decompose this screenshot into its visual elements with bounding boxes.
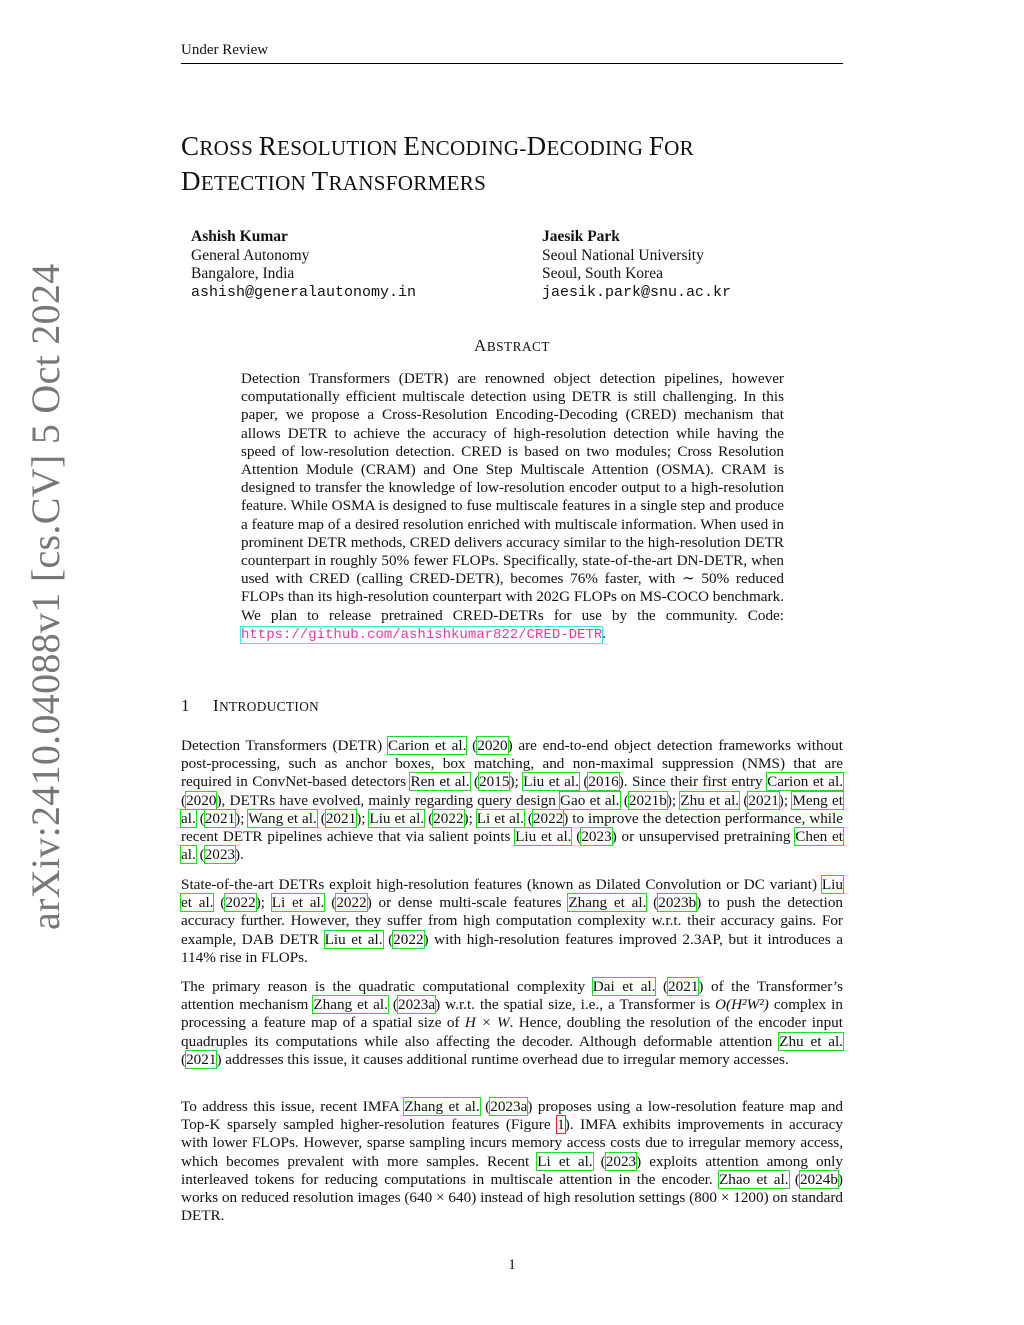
paragraph-text: ); — [509, 773, 524, 791]
math-expression: O(H²W²) — [715, 996, 769, 1014]
citation-link[interactable]: 2020 — [186, 791, 217, 809]
paragraph-text: ( — [619, 791, 629, 809]
code-link[interactable]: https://github.com/ashishkumar822/CRED-DETR — [241, 626, 603, 643]
paragraph-text: ( — [523, 809, 533, 827]
paragraph-text: ( — [479, 1098, 491, 1115]
citation-link[interactable]: Zhang et al. — [404, 1098, 480, 1115]
arxiv-stamp: arXiv:2410.04088v1 [cs.CV] 5 Oct 2024 — [23, 263, 68, 930]
author-2 — [542, 228, 731, 302]
title-word-rest: NCODING- — [420, 136, 527, 160]
title-word-cap: D — [526, 131, 547, 161]
paragraph-text: ) to improve the detection performance, while recent DETR pipelines achieve that via salient points — [181, 809, 843, 846]
paragraph-text: ( — [324, 894, 337, 912]
paragraph-text: ); — [255, 894, 272, 912]
paragraph-text: ( — [181, 1050, 187, 1068]
paragraph-text: ) works on reduced resolution images (640 × 640) instead of high resolution settings (800 × 1200) on standard DETR. — [181, 1170, 843, 1225]
citation-link[interactable]: Li et al. — [476, 809, 524, 827]
paragraph-text: ( — [316, 809, 326, 827]
citation-link[interactable]: 2022 — [433, 809, 464, 827]
paragraph-text: ( — [424, 809, 434, 827]
paper-title — [181, 130, 843, 200]
citation-link[interactable]: 2015 — [479, 773, 510, 791]
figure-ref-link[interactable]: 1 — [557, 1116, 565, 1134]
citation-link[interactable]: 2016 — [588, 773, 619, 791]
paragraph-text: ( — [387, 996, 398, 1014]
paragraph-text: ); — [356, 809, 370, 827]
paragraph-text: To address this issue, recent IMFA — [181, 1098, 405, 1115]
paragraph-text: ). Since their first entry — [618, 773, 768, 791]
section-heading — [181, 696, 319, 716]
paragraph-text: The primary reason is the quadratic computational complexity — [181, 978, 593, 995]
citation-link[interactable]: 2022 — [225, 894, 256, 912]
paragraph-3 — [181, 978, 843, 1069]
title-word-cap: F — [648, 131, 665, 161]
paragraph-text: ); — [778, 791, 793, 809]
title-line-2 — [181, 165, 843, 200]
title-word-cap: T — [311, 166, 329, 196]
title-word-rest: ETECTION — [200, 171, 312, 195]
citation-link[interactable]: Zhang et al. — [313, 996, 388, 1014]
paragraph-text: ); — [463, 809, 477, 827]
citation-link[interactable]: Liu et al. — [369, 809, 425, 827]
running-header: Under Review — [181, 42, 843, 64]
paragraph-text: ) or dense multi-scale features — [366, 894, 569, 912]
title-word-rest: OR — [664, 136, 694, 160]
abstract-heading — [181, 336, 843, 356]
citation-link[interactable]: 2021 — [204, 809, 236, 827]
paragraph-text: ) with high-resolution features improved 2.3AP, but it introduces a 114% rise in FLOPs. — [181, 930, 844, 966]
section-heading-rest: NTRODUCTION — [219, 699, 320, 714]
paragraph-text: ) addresses this issue, it causes additional runtime overhead due to irregular memory accesses. — [216, 1050, 789, 1068]
citation-link[interactable]: Wang et al. — [248, 809, 317, 827]
title-word-cap: R — [258, 131, 278, 161]
citation-link[interactable]: 2022 — [532, 809, 564, 827]
title-line-1 — [181, 130, 843, 165]
section-number: 1 — [181, 696, 190, 715]
abstract-text — [241, 370, 784, 644]
paragraph-text: ( — [788, 1170, 800, 1188]
paragraph-text: ( — [571, 828, 582, 846]
citation-link[interactable]: 2024b — [799, 1170, 838, 1188]
citation-link[interactable]: 2021 — [325, 809, 357, 827]
paragraph-text: ). — [235, 846, 244, 864]
citation-link[interactable]: 2023b — [658, 894, 697, 912]
page-number: 1 — [508, 1257, 516, 1273]
citation-link[interactable]: 2022 — [336, 894, 367, 912]
paragraph-text: ( — [466, 737, 478, 754]
paragraph-text: ), DETRs have evolved, mainly regarding query design — [216, 791, 561, 809]
paragraph-text: ( — [195, 809, 205, 827]
abstract-heading-rest: BSTRACT — [486, 339, 550, 354]
paragraph-text: Detection Transformers (DETR) — [181, 737, 388, 754]
citation-link[interactable]: Carion et al. — [387, 737, 467, 754]
paragraph-text: ) or unsupervised pretraining — [611, 828, 796, 846]
abstract-heading-cap: A — [474, 336, 487, 355]
citation-link[interactable]: 2023 — [581, 828, 612, 846]
citation-link[interactable]: Meng et al. — [181, 791, 843, 827]
citation-link[interactable]: 2021b — [628, 791, 667, 809]
paragraph-text: ( — [382, 930, 394, 948]
paragraph-text: ( — [655, 978, 669, 995]
paragraph-text: ( — [213, 894, 226, 912]
citation-link[interactable]: Zhao et al. — [719, 1170, 789, 1188]
citation-link[interactable]: Gao et al. — [560, 791, 620, 809]
paragraph-text: ) exploits attention among only interleaved tokens for reducing computations in multiscale attention in the encoder. — [181, 1152, 843, 1188]
citation-link[interactable]: 2023a — [397, 996, 436, 1014]
author-email: jaesik.park@snu.ac.kr — [542, 283, 732, 301]
citation-link[interactable]: Zhang et al. — [568, 894, 647, 912]
title-word-rest: ROSS — [199, 136, 259, 160]
title-word-rest: ESOLUTION — [277, 136, 404, 160]
citation-link[interactable]: Li et al. — [271, 894, 325, 912]
paragraph-1 — [181, 737, 843, 864]
author-affiliation: Seoul National University — [542, 246, 704, 264]
section-heading-cap: I — [213, 696, 220, 715]
title-word-rest: RANSFORMERS — [328, 171, 487, 195]
author-1 — [191, 228, 416, 302]
title-word-cap: C — [181, 131, 200, 161]
title-word-rest: ECODING — [546, 136, 649, 160]
citation-link[interactable]: 2023a — [490, 1098, 528, 1115]
paragraph-text: ); — [666, 791, 681, 809]
citation-link[interactable]: 2021 — [186, 1050, 217, 1068]
citation-link[interactable]: Ren et al. — [410, 773, 470, 791]
citation-link[interactable]: Chen et al. — [181, 828, 843, 864]
title-word-cap: E — [403, 131, 421, 161]
math-expression: H × W — [464, 1014, 510, 1032]
citation-link[interactable]: 2021 — [748, 791, 779, 809]
author-location: Seoul, South Korea — [542, 265, 663, 282]
citation-link[interactable]: Zhu et al. — [779, 1032, 843, 1050]
abstract-body: Detection Transformers (DETR) are renowned object detection pipelines, however computationally efficient multiscale detection using DETR is still challenging. In this paper, we propose a Cross-Resolution Encoding-Decoding (CRED) mechanism that allows DETR to achieve the accuracy of high-resolution detection while having the speed of low-resolution detection. CRED is based on two modules; Cross Resolution Attention Module (CRAM) and One Step Multiscale Attention (OSMA). CRAM is designed to transfer the knowledge of low-resolution encoder output to a high-resolution feature. While OSMA is designed to fuse multiscale features in a single step and produce a feature map of a desired resolution enriched with multiscale information. When used in prominent DETR methods, CRED delivers accuracy similar to the high-resolution DETR counterpart in roughly 50% fewer FLOPs. Specifically, state-of-the-art DN-DETR, when used with CRED (calling CRED-DETR), becomes 76% faster, with ∼ 50% reduced FLOPs than its high-resolution counterpart with 202G FLOPs on MS-COCO benchmark. We plan to release pretrained CRED-DETRs for use by the community. Code: — [241, 370, 784, 624]
citation-link[interactable]: 2020 — [477, 737, 508, 754]
abstract-end: . — [602, 624, 607, 642]
paragraph-text: State-of-the-art DETRs exploit high-resolution features (known as Dilated Convolution or DC variant) — [181, 876, 822, 893]
citation-link[interactable]: Carion et al. — [767, 773, 843, 791]
author-location: Bangalore, India — [191, 265, 295, 282]
paragraph-text: ); — [235, 809, 249, 827]
citation-link[interactable]: Zhu et al. — [680, 791, 740, 809]
citation-link[interactable]: 2021 — [668, 978, 699, 995]
paragraph-text: ( — [195, 846, 205, 864]
paragraph-text: ( — [469, 773, 480, 791]
paragraph-text: complex in processing a feature map of a spatial size of — [181, 996, 843, 1032]
citation-link[interactable]: Liu et al. — [181, 876, 843, 912]
citation-link[interactable]: Li et al. — [537, 1152, 593, 1170]
citation-link[interactable]: 2023 — [605, 1152, 637, 1170]
paragraph-text: ( — [578, 773, 589, 791]
author-name: Jaesik Park — [542, 228, 620, 245]
paragraph-text: ) are end-to-end object detection frameworks without post-processing, such as anchor boxes, box matching, and non-maximal suppression (NMS) that are required in ConvNet-based detectors — [181, 737, 843, 791]
title-word-cap: D — [181, 166, 201, 196]
paragraph-text: ) w.r.t. the spatial size, i.e., a Transformer is — [435, 996, 716, 1014]
paragraph-text: ( — [646, 894, 659, 912]
author-name: Ashish Kumar — [191, 228, 288, 245]
paragraph-text: ( — [739, 791, 749, 809]
paragraph-text: . Hence, doubling the resolution of the encoder input quadruples its computations while also affecting the decoder. Although deformable attention — [181, 1014, 843, 1050]
citation-link[interactable]: Liu et al. — [324, 930, 383, 948]
paragraph-text: ) of the Transformer’s attention mechanism — [181, 978, 843, 1014]
paragraph-text: ) to push the detection accuracy further. However, they suffer from high computation complexity w.r.t. their accuracy gains. For example, DAB DETR — [181, 894, 844, 948]
paragraph-text: ( — [181, 791, 187, 809]
citation-link[interactable]: 2022 — [393, 930, 424, 948]
citation-link[interactable]: 2023 — [204, 846, 235, 864]
citation-link[interactable]: Liu et al. — [523, 773, 579, 791]
author-affiliation: General Autonomy — [191, 246, 310, 264]
paragraph-text: ). IMFA exhibits improvements in accuracy with lower FLOPs. However, sparse sampling incurs memory access costs due to irregular memory access, which becomes prevalent with more samples. Recent — [181, 1116, 843, 1170]
paragraph-text: ) proposes using a low-resolution feature map and Top-K sparsely sampled higher-resolution features (Figure — [181, 1098, 844, 1134]
citation-link[interactable]: Liu et al. — [515, 828, 572, 846]
citation-link[interactable]: Dai et al. — [592, 978, 656, 995]
author-email: ashish@generalautonomy.in — [191, 283, 417, 301]
paragraph-text: ( — [592, 1152, 606, 1170]
paragraph-2 — [181, 876, 843, 967]
paragraph-4 — [181, 1098, 843, 1225]
